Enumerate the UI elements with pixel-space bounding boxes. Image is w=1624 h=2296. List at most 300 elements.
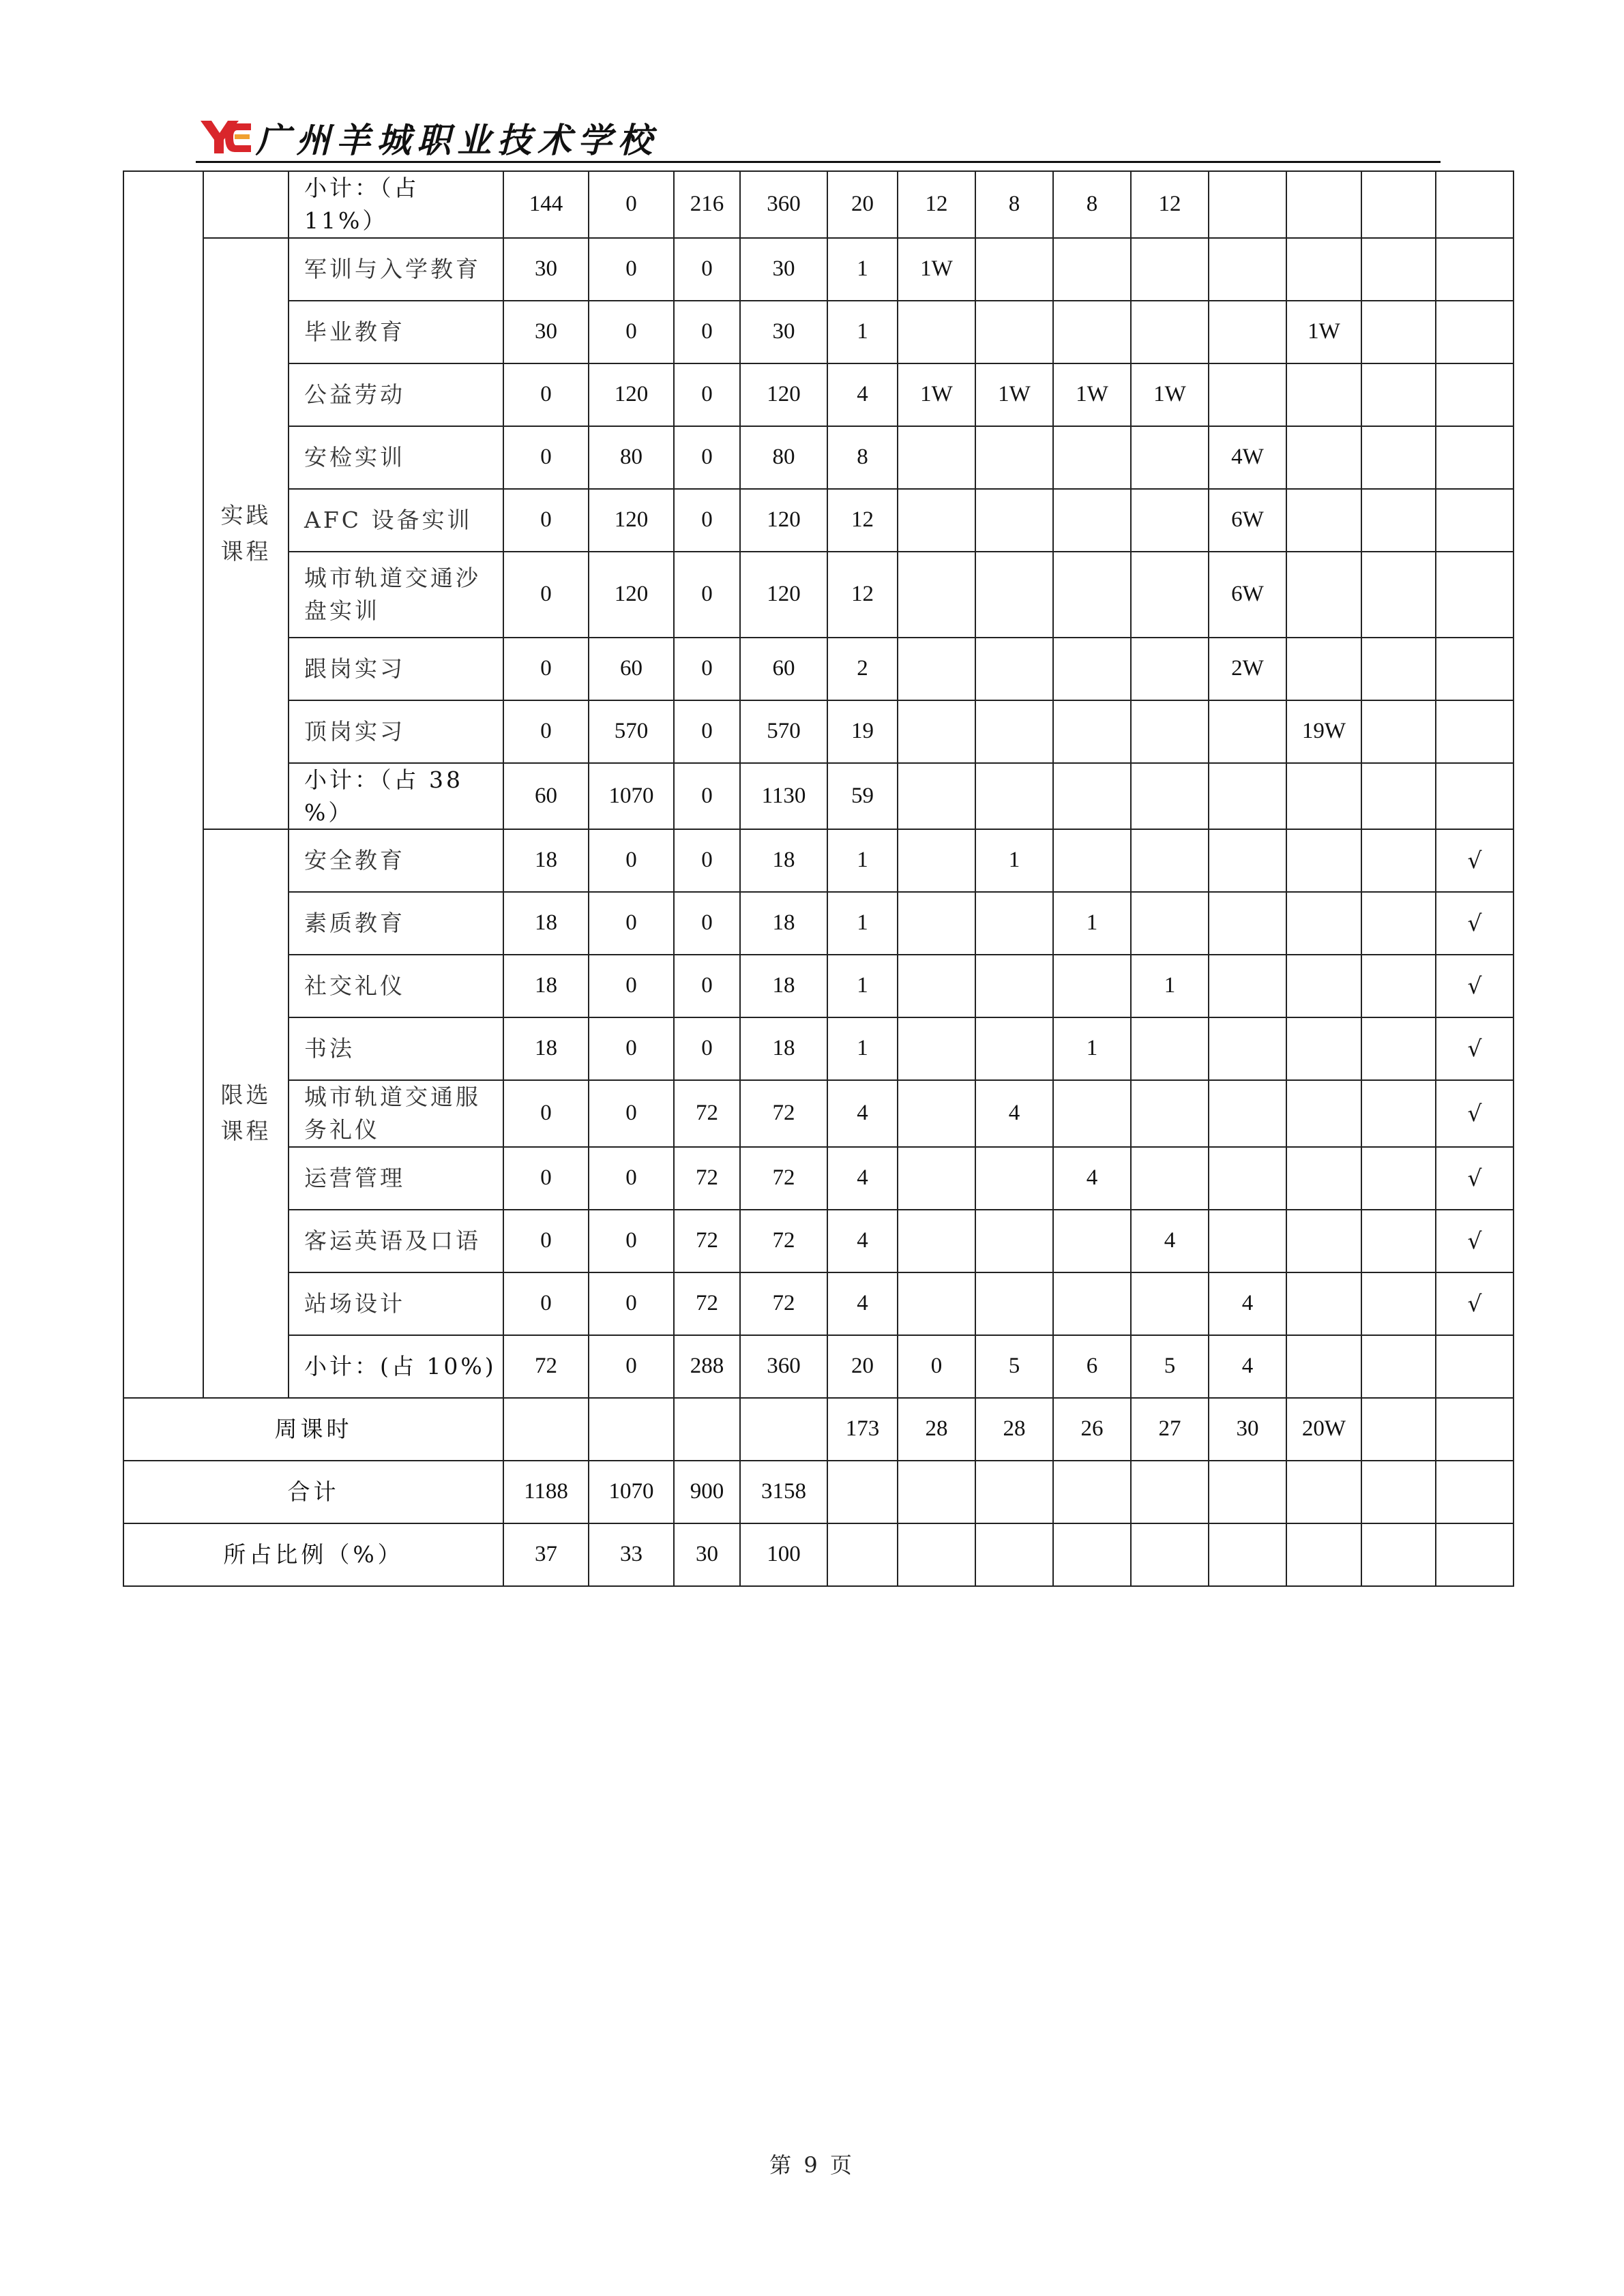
course-name: 素质教育 <box>289 892 503 955</box>
table-cell <box>1053 1210 1131 1272</box>
table-cell: 144 <box>503 171 589 238</box>
table-cell: 28 <box>975 1398 1053 1461</box>
table-cell <box>1209 238 1286 301</box>
summary-row <box>123 1461 1514 1523</box>
table-cell <box>898 892 975 955</box>
table-cell: 360 <box>740 171 827 238</box>
table-cell <box>1436 301 1514 363</box>
table-cell: 0 <box>674 638 740 700</box>
table-cell <box>898 1080 975 1147</box>
table-cell: 0 <box>589 238 674 301</box>
table-cell <box>1053 955 1131 1017</box>
table-cell: 1 <box>827 301 898 363</box>
table-cell: 19 <box>827 700 898 763</box>
table-cell <box>1361 1461 1436 1523</box>
course-name: 军训与入学教育 <box>289 238 503 301</box>
table-cell <box>1361 829 1436 892</box>
table-cell <box>1053 829 1131 892</box>
table-cell: 4 <box>1209 1335 1286 1398</box>
table-cell: 0 <box>898 1335 975 1398</box>
table-row <box>123 1017 1514 1080</box>
table-cell: 1130 <box>740 763 827 830</box>
table-cell: 1 <box>827 955 898 1017</box>
table-cell: 2 <box>827 638 898 700</box>
table-cell <box>1286 1523 1361 1586</box>
table-cell <box>1209 1017 1286 1080</box>
table-cell: 120 <box>589 489 674 552</box>
table-cell <box>975 955 1053 1017</box>
table-cell <box>1209 829 1286 892</box>
section-label <box>203 171 289 238</box>
table-cell <box>898 426 975 489</box>
table-cell: 18 <box>740 829 827 892</box>
table-cell <box>1361 1398 1436 1461</box>
course-name: 公益劳动 <box>289 363 503 426</box>
table-cell: 4 <box>827 1147 898 1210</box>
table-cell <box>1131 489 1209 552</box>
table-row <box>123 171 1514 238</box>
table-cell <box>1209 1080 1286 1147</box>
table-cell <box>1361 892 1436 955</box>
course-name: 社交礼仪 <box>289 955 503 1017</box>
table-cell: 0 <box>674 892 740 955</box>
table-cell <box>898 829 975 892</box>
check-mark: √ <box>1436 1272 1514 1335</box>
table-cell <box>975 489 1053 552</box>
table-row <box>123 763 1514 830</box>
table-cell <box>1131 238 1209 301</box>
table-cell: 60 <box>503 763 589 830</box>
check-mark: √ <box>1436 1080 1514 1147</box>
table-cell <box>1131 1272 1209 1335</box>
table-cell: 72 <box>740 1147 827 1210</box>
table-cell <box>1286 552 1361 638</box>
table-cell: 1 <box>827 238 898 301</box>
table-cell: 6 <box>1053 1335 1131 1398</box>
table-cell: 900 <box>674 1461 740 1523</box>
table-cell: 5 <box>1131 1335 1209 1398</box>
table-cell <box>1286 763 1361 830</box>
table-cell: 18 <box>503 829 589 892</box>
table-cell: 26 <box>1053 1398 1131 1461</box>
table-cell <box>1286 171 1361 238</box>
table-cell <box>1209 1461 1286 1523</box>
table-cell <box>975 238 1053 301</box>
table-cell <box>1209 363 1286 426</box>
table-cell <box>827 1461 898 1523</box>
table-row <box>123 955 1514 1017</box>
table-cell <box>1209 892 1286 955</box>
course-name: 客运英语及口语 <box>289 1210 503 1272</box>
table-cell <box>1436 552 1514 638</box>
table-row <box>123 363 1514 426</box>
table-cell <box>1286 1210 1361 1272</box>
table-cell: 120 <box>740 552 827 638</box>
table-cell <box>898 955 975 1017</box>
table-cell: 360 <box>740 1335 827 1398</box>
table-cell: 4 <box>1209 1272 1286 1335</box>
table-cell: 0 <box>503 489 589 552</box>
table-cell: 72 <box>674 1147 740 1210</box>
table-cell: 0 <box>674 301 740 363</box>
table-cell <box>1286 426 1361 489</box>
table-cell: 0 <box>674 238 740 301</box>
check-mark: √ <box>1436 1210 1514 1272</box>
table-cell: 0 <box>674 700 740 763</box>
table-cell <box>1131 1461 1209 1523</box>
table-cell <box>975 638 1053 700</box>
table-cell <box>1209 763 1286 830</box>
table-cell: 0 <box>589 301 674 363</box>
table-cell <box>1286 1335 1361 1398</box>
table-cell <box>1053 552 1131 638</box>
table-cell <box>975 552 1053 638</box>
table-cell: 0 <box>674 829 740 892</box>
table-cell <box>975 426 1053 489</box>
table-cell: 30 <box>740 301 827 363</box>
table-cell: 1W <box>898 238 975 301</box>
table-cell <box>1286 1080 1361 1147</box>
table-cell <box>975 700 1053 763</box>
table-cell: 12 <box>898 171 975 238</box>
course-name: AFC 设备实训 <box>289 489 503 552</box>
table-cell: 120 <box>589 363 674 426</box>
table-cell: 1 <box>827 1017 898 1080</box>
table-cell: 30 <box>740 238 827 301</box>
table-cell <box>975 1461 1053 1523</box>
table-cell: 72 <box>674 1080 740 1147</box>
table-cell <box>589 1398 674 1461</box>
course-name: 安全教育 <box>289 829 503 892</box>
table-cell <box>975 1272 1053 1335</box>
table-cell <box>1053 426 1131 489</box>
table-cell: 0 <box>503 426 589 489</box>
table-cell <box>740 1398 827 1461</box>
table-cell <box>898 700 975 763</box>
table-row <box>123 1210 1514 1272</box>
course-name: 跟岗实习 <box>289 638 503 700</box>
table-cell: 6W <box>1209 552 1286 638</box>
table-cell: 4 <box>827 1080 898 1147</box>
table-cell: 288 <box>674 1335 740 1398</box>
table-cell: 4 <box>827 363 898 426</box>
table-cell: 0 <box>503 1080 589 1147</box>
course-name: 运营管理 <box>289 1147 503 1210</box>
table-cell <box>1209 301 1286 363</box>
table-cell <box>1286 238 1361 301</box>
table-cell: 0 <box>589 1080 674 1147</box>
table-cell <box>1131 552 1209 638</box>
course-name: 毕业教育 <box>289 301 503 363</box>
table-cell: 4 <box>827 1210 898 1272</box>
table-cell: 18 <box>740 1017 827 1080</box>
table-cell: 2W <box>1209 638 1286 700</box>
table-cell <box>1361 1272 1436 1335</box>
table-cell <box>975 1147 1053 1210</box>
table-cell <box>898 489 975 552</box>
table-cell <box>1131 829 1209 892</box>
table-cell: 1 <box>827 829 898 892</box>
table-cell: 0 <box>589 1210 674 1272</box>
table-cell: 173 <box>827 1398 898 1461</box>
course-name: 城市轨道交通沙盘实训 <box>289 552 503 638</box>
table-row <box>123 1272 1514 1335</box>
summary-label: 合计 <box>123 1461 503 1523</box>
table-cell <box>975 763 1053 830</box>
table-cell <box>1286 638 1361 700</box>
table-cell <box>1131 1523 1209 1586</box>
table-cell <box>1361 700 1436 763</box>
table-cell: 0 <box>503 363 589 426</box>
table-cell <box>1361 171 1436 238</box>
table-cell <box>898 1017 975 1080</box>
table-cell <box>1131 763 1209 830</box>
table-cell: 0 <box>674 363 740 426</box>
table-cell <box>1436 171 1514 238</box>
course-plan-table <box>123 170 1514 1587</box>
table-row <box>123 1335 1514 1398</box>
table-cell <box>1131 1017 1209 1080</box>
table-cell: 27 <box>1131 1398 1209 1461</box>
table-cell: 0 <box>589 171 674 238</box>
category-column <box>123 171 203 1398</box>
table-cell <box>1286 1147 1361 1210</box>
table-cell: 570 <box>589 700 674 763</box>
table-cell <box>1286 955 1361 1017</box>
table-cell: 30 <box>1209 1398 1286 1461</box>
table-cell <box>1053 1461 1131 1523</box>
summary-row <box>123 1523 1514 1586</box>
table-cell <box>1436 426 1514 489</box>
table-cell <box>1209 955 1286 1017</box>
table-cell: 0 <box>503 700 589 763</box>
table-cell <box>1053 763 1131 830</box>
table-cell: 8 <box>975 171 1053 238</box>
table-row <box>123 489 1514 552</box>
table-cell: 1W <box>898 363 975 426</box>
table-cell <box>1131 1080 1209 1147</box>
table-cell: 6W <box>1209 489 1286 552</box>
table-cell: 0 <box>589 892 674 955</box>
table-cell: 0 <box>503 1210 589 1272</box>
summary-row <box>123 1398 1514 1461</box>
table-cell <box>1436 1335 1514 1398</box>
table-cell <box>1436 1398 1514 1461</box>
table-cell: 120 <box>740 489 827 552</box>
table-cell: 0 <box>674 426 740 489</box>
table-cell: 33 <box>589 1523 674 1586</box>
table-cell: 72 <box>740 1210 827 1272</box>
table-cell: 0 <box>674 1017 740 1080</box>
school-name: 广州羊城职业技术学校 <box>256 121 658 160</box>
table-cell: 18 <box>503 892 589 955</box>
table-row <box>123 238 1514 301</box>
table-cell: 1188 <box>503 1461 589 1523</box>
course-name: 书法 <box>289 1017 503 1080</box>
table-cell <box>1361 363 1436 426</box>
table-cell <box>1436 638 1514 700</box>
table-cell: 28 <box>898 1398 975 1461</box>
table-row <box>123 638 1514 700</box>
table-cell <box>1361 1017 1436 1080</box>
table-cell: 0 <box>589 1017 674 1080</box>
table-cell: 3158 <box>740 1461 827 1523</box>
table-cell: 20 <box>827 171 898 238</box>
table-row <box>123 892 1514 955</box>
table-cell <box>1209 700 1286 763</box>
table-cell <box>1361 763 1436 830</box>
course-name: 站场设计 <box>289 1272 503 1335</box>
table-cell: 0 <box>589 1335 674 1398</box>
subtotal-label: 小计：(占 10%) <box>289 1335 503 1398</box>
table-cell: 18 <box>503 955 589 1017</box>
section-label: 限选课程 <box>203 829 289 1398</box>
table-cell <box>1436 1523 1514 1586</box>
table-cell <box>898 1461 975 1523</box>
table-cell <box>1053 1272 1131 1335</box>
table-cell <box>898 1147 975 1210</box>
table-cell <box>1436 700 1514 763</box>
table-cell <box>1436 1461 1514 1523</box>
table-cell <box>898 1523 975 1586</box>
table-cell: 19W <box>1286 700 1361 763</box>
table-cell: 4 <box>975 1080 1053 1147</box>
table-cell: 1W <box>1131 363 1209 426</box>
table-cell: 120 <box>589 552 674 638</box>
table-cell: 1070 <box>589 763 674 830</box>
table-cell <box>1286 1272 1361 1335</box>
table-row <box>123 552 1514 638</box>
table-cell: 216 <box>674 171 740 238</box>
subtotal-label: 小计：（占 38 %） <box>289 763 503 830</box>
table-cell: 59 <box>827 763 898 830</box>
table-cell: 72 <box>740 1272 827 1335</box>
table-cell <box>674 1398 740 1461</box>
table-cell <box>1131 426 1209 489</box>
table-cell <box>1361 1080 1436 1147</box>
table-cell: 0 <box>589 1272 674 1335</box>
table-cell: 30 <box>503 238 589 301</box>
table-cell: 0 <box>674 489 740 552</box>
table-cell <box>1436 238 1514 301</box>
table-cell <box>975 301 1053 363</box>
summary-label: 所占比例（%） <box>123 1523 503 1586</box>
table-cell <box>1053 1523 1131 1586</box>
table-row <box>123 829 1514 892</box>
table-cell: 12 <box>827 489 898 552</box>
table-cell <box>898 1272 975 1335</box>
table-row <box>123 301 1514 363</box>
table-cell <box>1209 1147 1286 1210</box>
table-cell <box>1361 1335 1436 1398</box>
table-cell <box>1053 638 1131 700</box>
table-row <box>123 1147 1514 1210</box>
table-cell <box>898 301 975 363</box>
table-cell: 18 <box>740 892 827 955</box>
table-cell <box>898 1210 975 1272</box>
table-cell <box>1286 363 1361 426</box>
table-cell <box>1053 1080 1131 1147</box>
table-cell <box>1361 301 1436 363</box>
table-cell: 12 <box>1131 171 1209 238</box>
table-cell <box>898 638 975 700</box>
table-cell <box>1053 489 1131 552</box>
check-mark: √ <box>1436 829 1514 892</box>
table-cell <box>1361 1147 1436 1210</box>
check-mark: √ <box>1436 955 1514 1017</box>
table-cell <box>1436 363 1514 426</box>
table-cell <box>898 763 975 830</box>
table-cell <box>975 1523 1053 1586</box>
table-cell <box>503 1398 589 1461</box>
table-cell <box>827 1523 898 1586</box>
table-cell: 1W <box>975 363 1053 426</box>
table-cell: 12 <box>827 552 898 638</box>
table-cell <box>1131 638 1209 700</box>
course-name: 城市轨道交通服务礼仪 <box>289 1080 503 1147</box>
table-cell: 20 <box>827 1335 898 1398</box>
table-cell: 570 <box>740 700 827 763</box>
table-cell <box>1361 955 1436 1017</box>
table-cell: 60 <box>740 638 827 700</box>
table-cell <box>1131 1147 1209 1210</box>
table-cell <box>1053 238 1131 301</box>
table-cell <box>1131 700 1209 763</box>
table-cell: 1W <box>1286 301 1361 363</box>
table-cell <box>1209 171 1286 238</box>
table-cell: 72 <box>674 1210 740 1272</box>
table-cell: 18 <box>740 955 827 1017</box>
school-logo <box>199 117 252 155</box>
table-cell: 1 <box>1053 1017 1131 1080</box>
subtotal-label: 小计：（占 11%） <box>289 171 503 238</box>
page-header <box>196 113 1441 163</box>
table-cell <box>1361 238 1436 301</box>
table-cell <box>975 892 1053 955</box>
table-cell: 80 <box>589 426 674 489</box>
table-cell: 1 <box>827 892 898 955</box>
table-cell <box>1286 1017 1361 1080</box>
table-cell <box>1436 763 1514 830</box>
table-cell: 37 <box>503 1523 589 1586</box>
check-mark: √ <box>1436 1147 1514 1210</box>
table-cell <box>1361 552 1436 638</box>
summary-label: 周课时 <box>123 1398 503 1461</box>
table-cell: 30 <box>674 1523 740 1586</box>
table-cell <box>1361 1210 1436 1272</box>
table-cell: 0 <box>589 829 674 892</box>
check-mark: √ <box>1436 892 1514 955</box>
page-number: 第 9 页 <box>769 2152 855 2178</box>
table-cell: 4 <box>827 1272 898 1335</box>
table-cell: 0 <box>503 1147 589 1210</box>
table-cell <box>1286 489 1361 552</box>
table-cell <box>1361 638 1436 700</box>
table-cell <box>1131 301 1209 363</box>
table-cell: 1 <box>975 829 1053 892</box>
table-cell: 1W <box>1053 363 1131 426</box>
table-cell: 20W <box>1286 1398 1361 1461</box>
table-cell <box>1209 1210 1286 1272</box>
table-cell: 0 <box>589 1147 674 1210</box>
table-cell <box>898 552 975 638</box>
table-cell: 4W <box>1209 426 1286 489</box>
table-cell: 80 <box>740 426 827 489</box>
table-cell: 72 <box>740 1080 827 1147</box>
table-row <box>123 700 1514 763</box>
table-cell: 0 <box>503 638 589 700</box>
table-cell <box>1131 892 1209 955</box>
